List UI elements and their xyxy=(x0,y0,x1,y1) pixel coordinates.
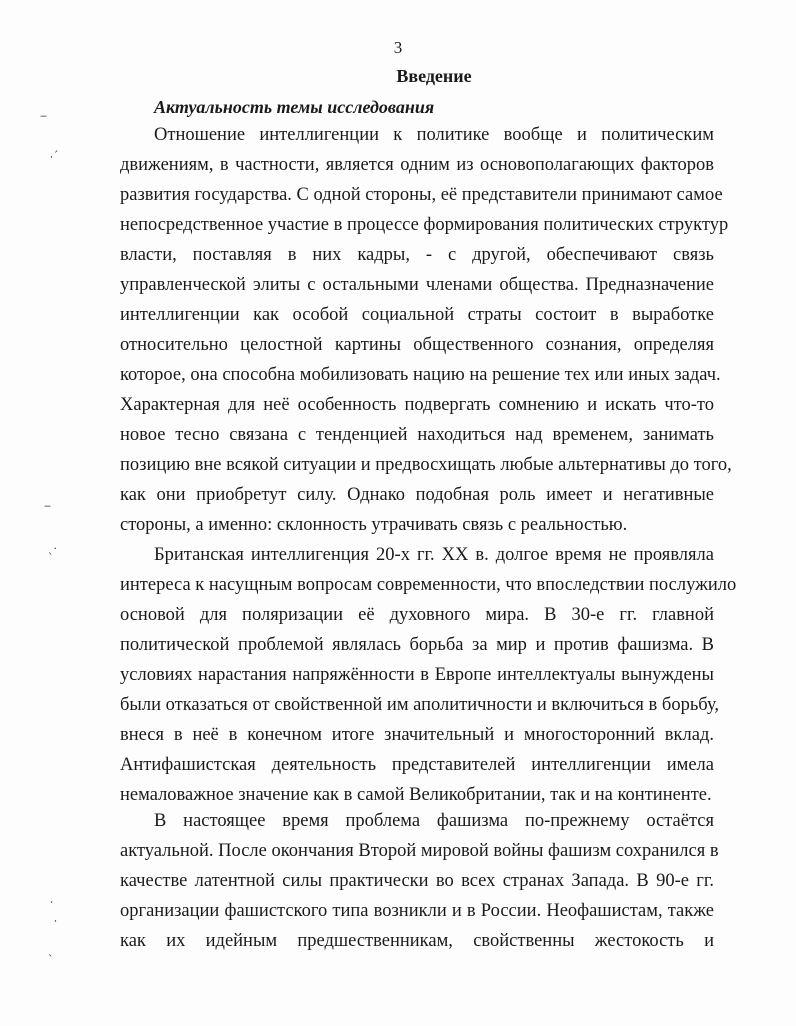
text-line: как они приобретут силу. Однако подобная роль имеет и негативные xyxy=(120,485,714,505)
text-line: новое тесно связана с тенденцией находиться над временем, занимать xyxy=(120,425,714,445)
text-line: немаловажное значение как в самой Великобритании, так и на континенте. xyxy=(120,785,712,805)
paragraph-2 xyxy=(120,540,737,810)
text-line: основой для поляризации её духовного мира. В 30-е гг. главной xyxy=(120,605,714,625)
paragraph-3 xyxy=(120,806,719,956)
text-line: Британская интеллигенция 20-х гг. XX в. долгое время не проявляла xyxy=(154,545,714,565)
scan-speck: ˑ xyxy=(50,897,54,910)
text-line: были отказаться от свойственной им аполитичности и включиться в борьбу, xyxy=(120,695,719,715)
subsection-title: Актуальность темы исследования xyxy=(154,97,435,117)
scan-speck: ⸳ˊ xyxy=(50,149,59,162)
text-line: движениям, в частности, является одним из основополагающих факторов xyxy=(120,155,714,175)
text-line: управленческой элиты с остальными членами общества. Предназначение xyxy=(120,275,714,295)
text-line: В настоящее время проблема фашизма по-прежнему остаётся xyxy=(154,811,714,831)
text-line: актуальной. После окончания Второй мировой войны фашизм сохранился в xyxy=(120,841,719,861)
text-line: которое, она способна мобилизовать нацию на решение тех или иных задач. xyxy=(120,365,721,385)
paragraph-1 xyxy=(120,120,732,540)
text-line: развития государства. С одной стороны, её представители принимают самое xyxy=(120,185,723,205)
text-line: стороны, а именно: склонность утрачивать связь с реальностью. xyxy=(120,515,628,535)
text-line: Отношение интеллигенции к политике вообще и политическим xyxy=(154,125,714,145)
text-line: как их идейным предшественникам, свойственны жестокость и xyxy=(120,931,714,951)
text-line: относительно целостной картины общественного сознания, определяя xyxy=(120,335,714,355)
scan-speck: ˎ xyxy=(48,944,54,957)
section-title: Введение xyxy=(396,66,472,86)
text-line: власти, поставляя в них кадры, - с другой, обеспечивают связь xyxy=(120,245,714,265)
text-line: Характерная для неё особенность подвергать сомнению и искать что-то xyxy=(120,395,714,415)
text-line: организации фашистского типа возникли и в России. Неофашистам, также xyxy=(120,901,714,921)
text-line: Антифашистская деятельность представителей интеллигенции имела xyxy=(120,755,714,775)
page-number: 3 xyxy=(393,38,403,57)
text-line: непосредственное участие в процессе формирования политических структур xyxy=(120,215,729,235)
text-line: внеся в неё в конечном итоге значительный и многосторонний вклад. xyxy=(120,725,714,745)
scan-speck: ˎ· xyxy=(48,542,57,555)
scan-speck: ‒ xyxy=(44,499,51,512)
text-line: качестве латентной силы практически во всех странах Запада. В 90-е гг. xyxy=(120,871,714,891)
scan-speck: ⸳ xyxy=(54,913,57,926)
text-line: политической проблемой являлась борьба за мир и против фашизма. В xyxy=(120,635,714,655)
text-line: интереса к насущным вопросам современности, что впоследствии послужило xyxy=(120,575,737,595)
text-line: позицию вне всякой ситуации и предвосхищать любые альтернативы до того, xyxy=(120,455,732,475)
text-line: условиях нарастания напряжённости в Европе интеллектуалы вынуждены xyxy=(120,665,714,685)
text-line: интеллигенции как особой социальной страты состоит в выработке xyxy=(120,305,714,325)
scan-speck: ‒ xyxy=(40,109,47,122)
